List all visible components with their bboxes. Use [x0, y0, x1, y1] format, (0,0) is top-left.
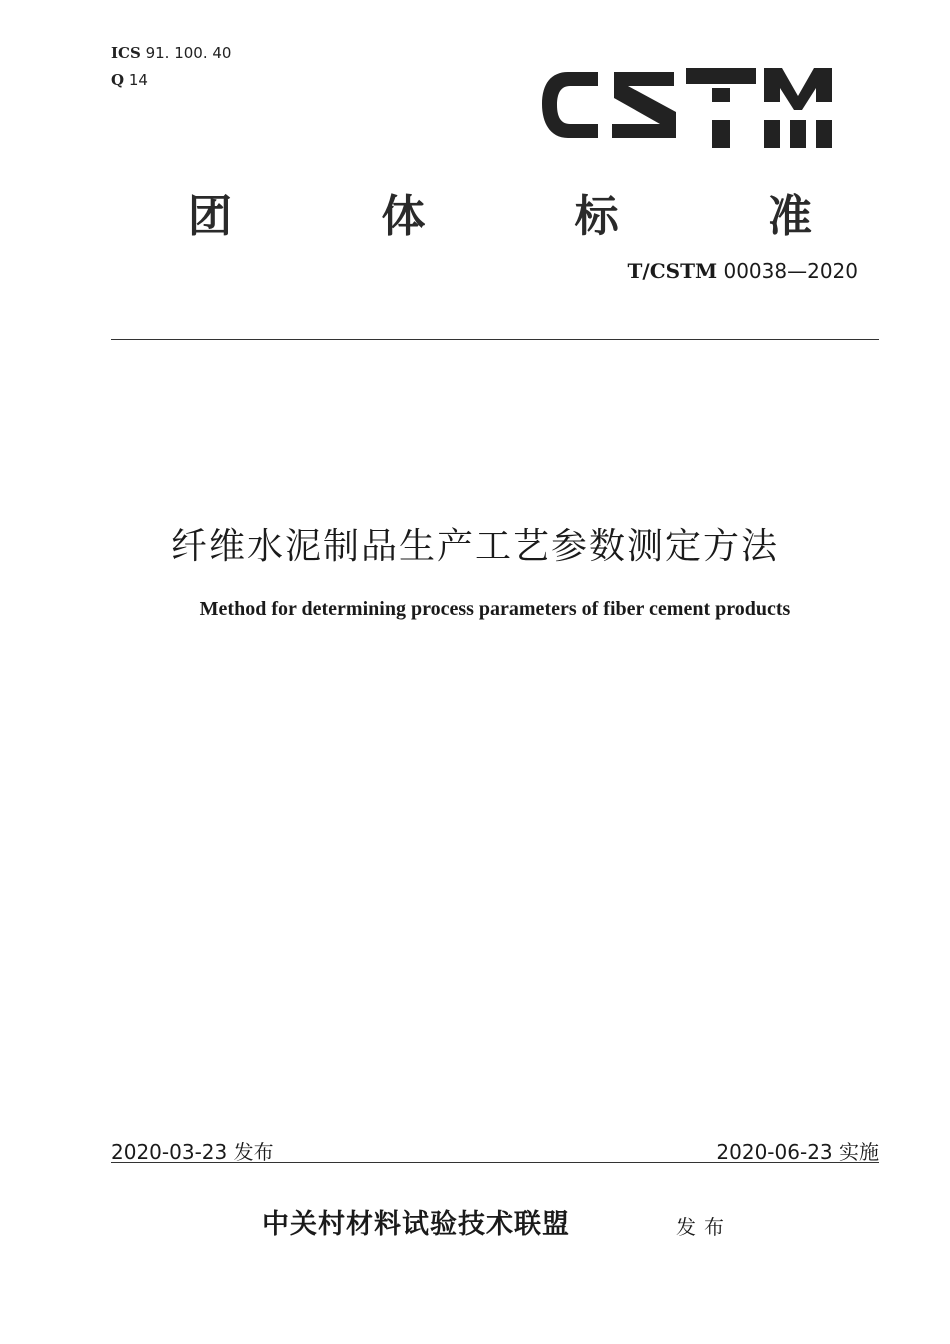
standard-type-char: 体 — [381, 191, 426, 242]
ics-code — [111, 44, 231, 62]
issue-date: 2020-03-23 发布 — [111, 1140, 274, 1164]
cstm-logo — [536, 62, 836, 154]
bottom-divider — [111, 1162, 879, 1163]
standard-type-char: 准 — [767, 191, 812, 242]
ics-value: 91. 100. 40 — [145, 44, 232, 62]
ccs-value: 14 — [128, 71, 148, 89]
publisher-suffix: 发布 — [676, 1215, 732, 1239]
title-english: Method for determining process parameters of fiber cement products — [199, 598, 791, 620]
standard-type-char: 标 — [574, 191, 619, 242]
standard-number-prefix: T/CSTM — [627, 259, 718, 283]
top-divider — [111, 339, 879, 340]
ccs-label: Q — [111, 71, 125, 89]
implementation-date: 2020-06-23 实施 — [716, 1140, 879, 1164]
publisher-name: 中关村材料试验技术联盟 — [262, 1209, 570, 1240]
title-chinese: 纤维水泥制品生产工艺参数测定方法 — [170, 526, 779, 567]
standard-type — [180, 180, 820, 240]
standard-type-char: 团 — [188, 191, 232, 242]
standard-number — [628, 259, 858, 283]
ics-label: ICS — [111, 44, 141, 62]
ccs-code — [111, 71, 148, 89]
standard-number-value: 00038—2020 — [723, 259, 858, 283]
